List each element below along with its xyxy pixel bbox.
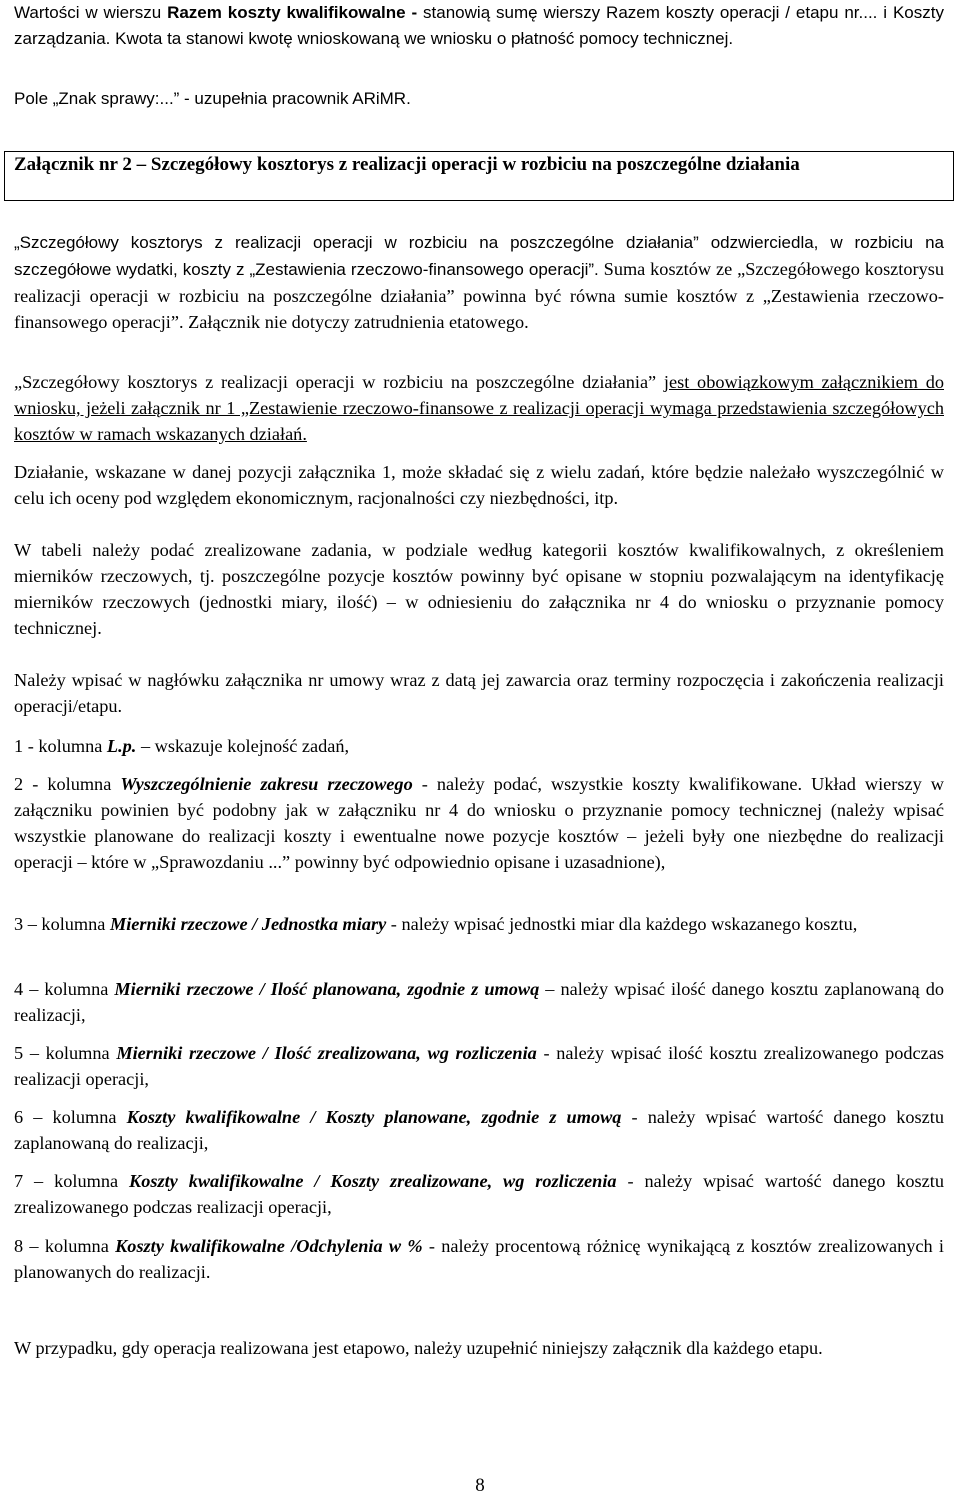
column-3-name: Mierniki rzeczowe / Jednostka miary bbox=[109, 914, 387, 934]
column-3-description: 3 – kolumna Mierniki rzeczowe / Jednostka miary - należy wpisać jednostki miar dla każdego wskazanego kosztu, bbox=[14, 914, 858, 934]
column-2-description: 2 - kolumna Wyszczególnienie zakresu rzeczowego - należy podać, wszystkie koszty kwalifikowane. Układ wierszy w załączniku powinien być podobny jak w załączniku nr 4 do wniosku o przyznanie pomocy technicznej (należy wpisać wszystkie planowane do realizacji koszty i ewentualne nowe pozycje kosztów – jeżeli były one niezbędne do realizacji operacji – które w „Sprawozdaniu ...” powinny być odpowiednio opisane i uzasadnione), bbox=[14, 774, 944, 872]
column-5-description: 5 – kolumna Mierniki rzeczowe / Ilość zrealizowana, wg rozliczenia - należy wpisać ilość kosztu zrealizowanego podczas realizacji operacji, bbox=[14, 1043, 944, 1089]
column-5-name: Mierniki rzeczowe / Ilość zrealizowana, wg rozliczenia bbox=[116, 1043, 537, 1063]
case-number-note: Pole „Znak sprawy:...” - uzupełnia pracownik ARiMR. bbox=[14, 89, 411, 108]
column-4-description: 4 – kolumna Mierniki rzeczowe / Ilość planowana, zgodnie z umową – należy wpisać ilość danego kosztu zaplanowaną do realizacji, bbox=[14, 979, 945, 1025]
attachment-heading: Załącznik nr 2 – Szczegółowy kosztorys z realizacji operacji w rozbiciu na poszczególne działania bbox=[14, 154, 800, 175]
obligatory-text-a: „Szczegółowy kosztorys z realizacji operacji w rozbiciu na poszczególne działania” bbox=[14, 372, 664, 392]
page-number: 8 bbox=[475, 1475, 485, 1496]
column-8-name: Koszty kwalifikowalne /Odchylenia w % bbox=[115, 1236, 423, 1256]
column-7-name: Koszty kwalifikowalne / Koszty zrealizowane, wg rozliczenia bbox=[129, 1171, 617, 1191]
intro-text-bold: Razem koszty kwalifikowalne - bbox=[167, 3, 418, 22]
obligatory-text-underlined: jest obowiązkowym załącznikiem do wniosku, jeżeli załącznik nr 1 „Zestawienie rzeczowo-finansowe z realizacji operacji wymaga przedstawienia szczegółowych kosztów w ramach wskazanych działań. bbox=[14, 372, 945, 444]
column-8-description: 8 – kolumna Koszty kwalifikowalne /Odchylenia w % - należy procentową różnicę wynikającą z kosztów zrealizowanych i planowanych do realizacji. bbox=[14, 1236, 945, 1282]
paragraph-summary bbox=[14, 229, 944, 335]
intro-text-a: Wartości w wierszu bbox=[14, 3, 168, 22]
column-7-description: 7 – kolumna Koszty kwalifikowalne / Koszty zrealizowane, wg rozliczenia - należy wpisać wartość danego kosztu zrealizowanego podczas realizacji operacji, bbox=[14, 1171, 944, 1217]
column-2-name: Wyszczególnienie zakresu rzeczowego bbox=[120, 774, 413, 794]
summary-text-a: „Szczegółowy kosztorys z realizacji operacji w rozbiciu na poszczególne działania” odzwierciedla, w rozbiciu na szczegółowe wydatki, koszty z „Zestawienia rzeczowo-finansowego operacji”. bbox=[14, 233, 944, 279]
paragraph-obligatory bbox=[14, 369, 944, 447]
paragraph-table: W tabeli należy podać zrealizowane zadania, w podziale według kategorii kosztów kwalifikowalnych, z określeniem mierników rzeczowych, tj. poszczególne pozycje kosztów powinny być opisane w stopniu pozwalającym na identyfikację mierników rzeczowych (jednostki miary, ilość) – w odniesieniu do załącznika nr 4 do wniosku o przyznanie pomocy technicznej. bbox=[14, 540, 944, 638]
paragraph-action: Działanie, wskazane w danej pozycji załącznika 1, może składać się z wielu zadań, które będzie należało wyszczególnić w celu ich oceny pod względem ekonomicznym, racjonalności czy niezbędności, itp. bbox=[14, 462, 944, 508]
intro-text-c: stanowią sumę wierszy Razem koszty operacji / etapu nr.... i Koszty zarządzania. Kwota ta stanowi kwotę wnioskowaną we wniosku o płatność pomocy technicznej. bbox=[14, 3, 944, 48]
paragraph-header-info: Należy wpisać w nagłówku załącznika nr umowy wraz z datą jej zawarcia oraz terminy rozpoczęcia i zakończenia realizacji operacji/etapu. bbox=[14, 670, 944, 716]
column-6-name: Koszty kwalifikowalne / Koszty planowane, zgodnie z umową bbox=[126, 1107, 622, 1127]
intro-paragraph bbox=[14, 0, 944, 52]
column-1-description: 1 - kolumna L.p. – wskazuje kolejność zadań, bbox=[14, 736, 350, 756]
closing-paragraph: W przypadku, gdy operacja realizowana jest etapowo, należy uzupełnić niniejszy załącznik dla każdego etapu. bbox=[14, 1338, 823, 1358]
column-6-description: 6 – kolumna Koszty kwalifikowalne / Koszty planowane, zgodnie z umową - należy wpisać wartość danego kosztu zaplanowaną do realizacji, bbox=[14, 1107, 944, 1153]
summary-text-b: Suma kosztów ze „Szczegółowego kosztorysu realizacji operacji w rozbiciu na poszczególne działania” powinna być równa sumie kosztów z „Zestawienia rzeczowo-finansowego operacji”. Załącznik nie dotyczy zatrudnienia etatowego. bbox=[14, 259, 944, 332]
column-1-name: L.p. bbox=[106, 736, 137, 756]
column-4-name: Mierniki rzeczowe / Ilość planowana, zgodnie z umową bbox=[114, 979, 540, 999]
